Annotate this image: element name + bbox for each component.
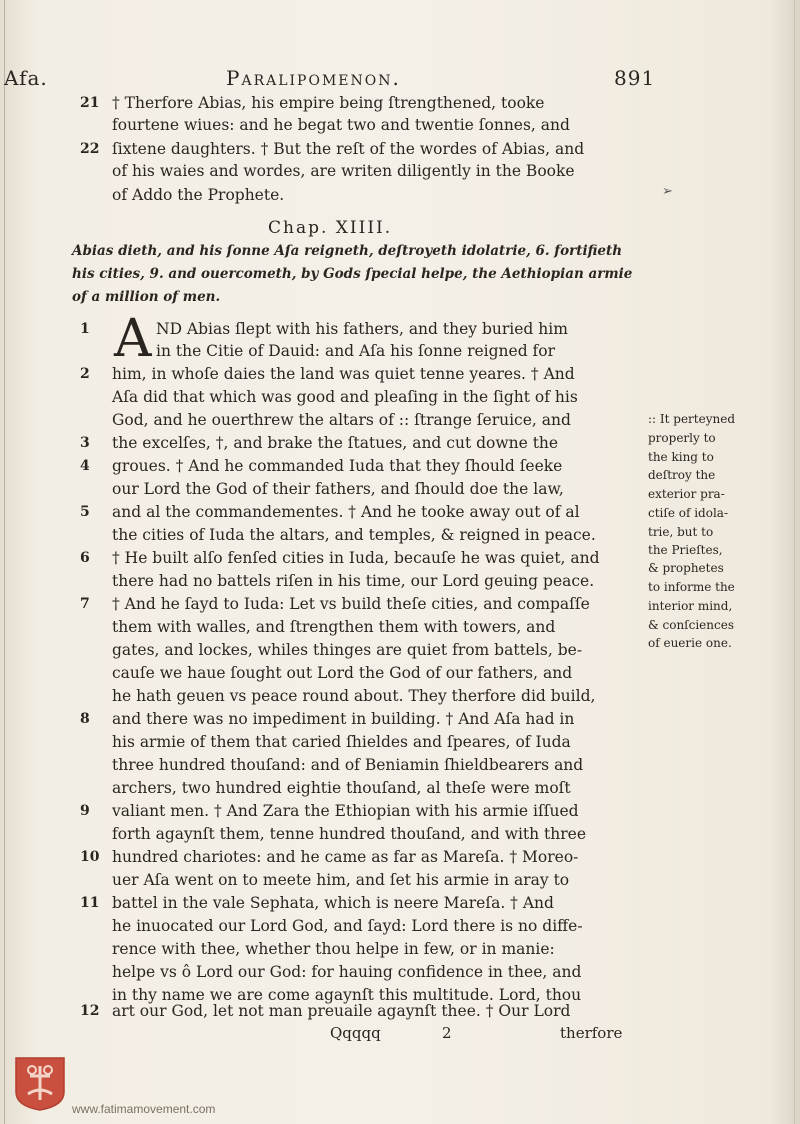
verse-number: 10 (80, 849, 100, 865)
running-head (4, 66, 704, 94)
fatima-movement-logo-icon (14, 1056, 66, 1112)
page-number: 891 (614, 66, 656, 90)
text-line: helpe vs ô Lord our God: for hauing confidence in thee, and (112, 963, 582, 981)
verse-number: 22 (80, 141, 100, 157)
stray-mark: ➢ (662, 184, 673, 199)
text-line: the cities of Iuda the altars, and temples, & reigned in peace. (112, 526, 596, 544)
chapter-heading: Chap. XIIII. (268, 218, 393, 238)
verse-number (80, 731, 106, 753)
margin-note-line: exterior pra- (648, 487, 725, 501)
verse-number: 8 (80, 711, 90, 727)
margin-note-line: interior mind, (648, 599, 733, 613)
running-head-book-title: Paralipomenon. (226, 66, 401, 90)
text-line: his armie of them that caried ſhieldes and ſpeares, of Iuda (112, 733, 571, 751)
text-line: he inuocated our Lord God, and ſayd: Lord there is no diffe- (112, 917, 583, 935)
signature-mark: Qqqqq (330, 1024, 381, 1042)
text-line: cauſe we haue ſought out Lord the God of our fathers, and (112, 664, 573, 682)
text-line: † He built alſo fenſed cities in Iuda, becauſe he was quiet, and (112, 549, 600, 567)
margin-note-line: trie, but to (648, 525, 714, 539)
dropcap-initial: A (114, 309, 152, 369)
verse-number (80, 184, 106, 206)
text-line: battel in the vale Sephata, which is neere Mareſa. † And (112, 894, 554, 912)
signature-number: 2 (442, 1024, 452, 1042)
margin-note-line: & prophetes (648, 561, 724, 575)
text-line: in the Citie of Dauid: and Aſa his ſonne reigned for (156, 342, 556, 360)
text-line: † And he ſayd to Iuda: Let vs build theſe cities, and compaſſe (112, 595, 590, 613)
chapter-summary-line: his cities, 9. and ouercometh, by Gods ſpecial helpe, the Aethiopian armie (72, 266, 633, 282)
verse-number: 21 (80, 95, 100, 111)
verse-number (80, 961, 106, 983)
verse-number (80, 915, 106, 937)
text-line: uer Aſa went on to meete him, and ſet his armie in aray to (112, 871, 570, 889)
verse-number (80, 478, 106, 500)
text-line: of his waies and wordes, are writen diligently in the Booke (112, 162, 575, 180)
verse-number (80, 114, 106, 136)
text-line: him, in whoſe daies the land was quiet tenne yeares. † And (112, 365, 575, 383)
watermark-url: www.fatimamovement.com (72, 1102, 216, 1116)
text-line: and there was no impediment in building. † And Aſa had in (112, 710, 575, 728)
margin-note-line: to informe the (648, 580, 735, 594)
verse-number: 1 (80, 321, 90, 337)
text-line: ſixtene daughters. † But the reſt of the wordes of Abias, and (112, 140, 585, 158)
verse-number: 9 (80, 803, 90, 819)
margin-note-line: the Prieſtes, (648, 543, 723, 557)
verse-number (80, 685, 106, 707)
running-head-left-title: Afa. (4, 66, 48, 90)
text-line: of Addo the Prophete. (112, 186, 285, 204)
verse-number: 12 (80, 1003, 100, 1019)
verse-number: 4 (80, 458, 90, 474)
verse-number: 7 (80, 596, 90, 612)
text-line: God, and he ouerthrew the altars of :: ſtrange ſeruice, and (112, 411, 571, 429)
text-line: there had no battels riſen in his time, our Lord geuing peace. (112, 572, 595, 590)
text-line: valiant men. † And Zara the Ethiopian with his armie iſſued (112, 802, 579, 820)
verse-number (80, 409, 106, 431)
text-line: rence with thee, whether thou helpe in few, or in manie: (112, 940, 555, 958)
page-edge-left (4, 0, 5, 1124)
margin-note-line: ctiſe of idola- (648, 506, 729, 520)
chapter-summary-line: of a million of men. (72, 289, 221, 305)
verse-number: 6 (80, 550, 90, 566)
text-line: our Lord the God of their fathers, and ſhould doe the law, (112, 480, 564, 498)
verse-number (80, 823, 106, 845)
verse-number (80, 639, 106, 661)
text-line: ND Abias ſlept with his fathers, and they buried him (156, 320, 568, 338)
text-line: Aſa did that which was good and pleaſing in the ſight of his (112, 388, 578, 406)
text-line: † Therfore Abias, his empire being ſtrengthened, tooke (112, 94, 545, 112)
text-line: groues. † And he commanded Iuda that they ſhould ſeeke (112, 457, 563, 475)
verse-number (80, 938, 106, 960)
margin-note-line: & conſciences (648, 618, 734, 632)
text-line: he hath geuen vs peace round about. They therfore did build, (112, 687, 596, 705)
verse-number (80, 160, 106, 182)
text-line: in thy name we are come agaynſt this multitude. Lord, thou (112, 986, 582, 1004)
verse-number (80, 777, 106, 799)
verse-number: 5 (80, 504, 90, 520)
verse-number (80, 340, 106, 362)
text-line: forth agaynſt them, tenne hundred thouſand, and with three (112, 825, 587, 843)
margin-note-line: the king to (648, 450, 714, 464)
text-line: three hundred thouſand: and of Beniamin ſhieldbearers and (112, 756, 584, 774)
margin-note-line: deſtroy the (648, 468, 716, 482)
margin-note-line: :: It perteyned (648, 412, 736, 426)
text-line: hundred chariotes: and he came as far as Mareſa. † Moreo- (112, 848, 579, 866)
verse-number: 3 (80, 435, 90, 451)
verse-number (80, 662, 106, 684)
text-line: and al the commandementes. † And he tooke away out of al (112, 503, 580, 521)
margin-note-line: of euerie one. (648, 636, 732, 650)
chapter-summary-line: Abias dieth, and his ſonne Aſa reigneth, deſtroyeth idolatrie, 6. fortifieth (72, 243, 623, 259)
text-line: them with walles, and ſtrengthen them with towers, and (112, 618, 556, 636)
text-line: gates, and lockes, whiles thinges are quiet from battels, be- (112, 641, 583, 659)
verse-number (80, 869, 106, 891)
verse-number (80, 754, 106, 776)
verse-number (80, 616, 106, 638)
text-line: art our God, let not man preuaile agaynſt thee. † Our Lord (112, 1002, 571, 1020)
verse-number (80, 570, 106, 592)
margin-note-line: properly to (648, 431, 716, 445)
catchword: therfore (560, 1024, 623, 1042)
text-line: the excelſes, †, and brake the ſtatues, and cut downe the (112, 434, 559, 452)
verse-number (80, 386, 106, 408)
text-line: archers, two hundred eightie thouſand, al theſe were moſt (112, 779, 571, 797)
verse-number: 2 (80, 366, 90, 382)
text-line: fourtene wiues: and he begat two and twentie ſonnes, and (112, 116, 570, 134)
verse-number (80, 524, 106, 546)
verse-number: 11 (80, 895, 100, 911)
